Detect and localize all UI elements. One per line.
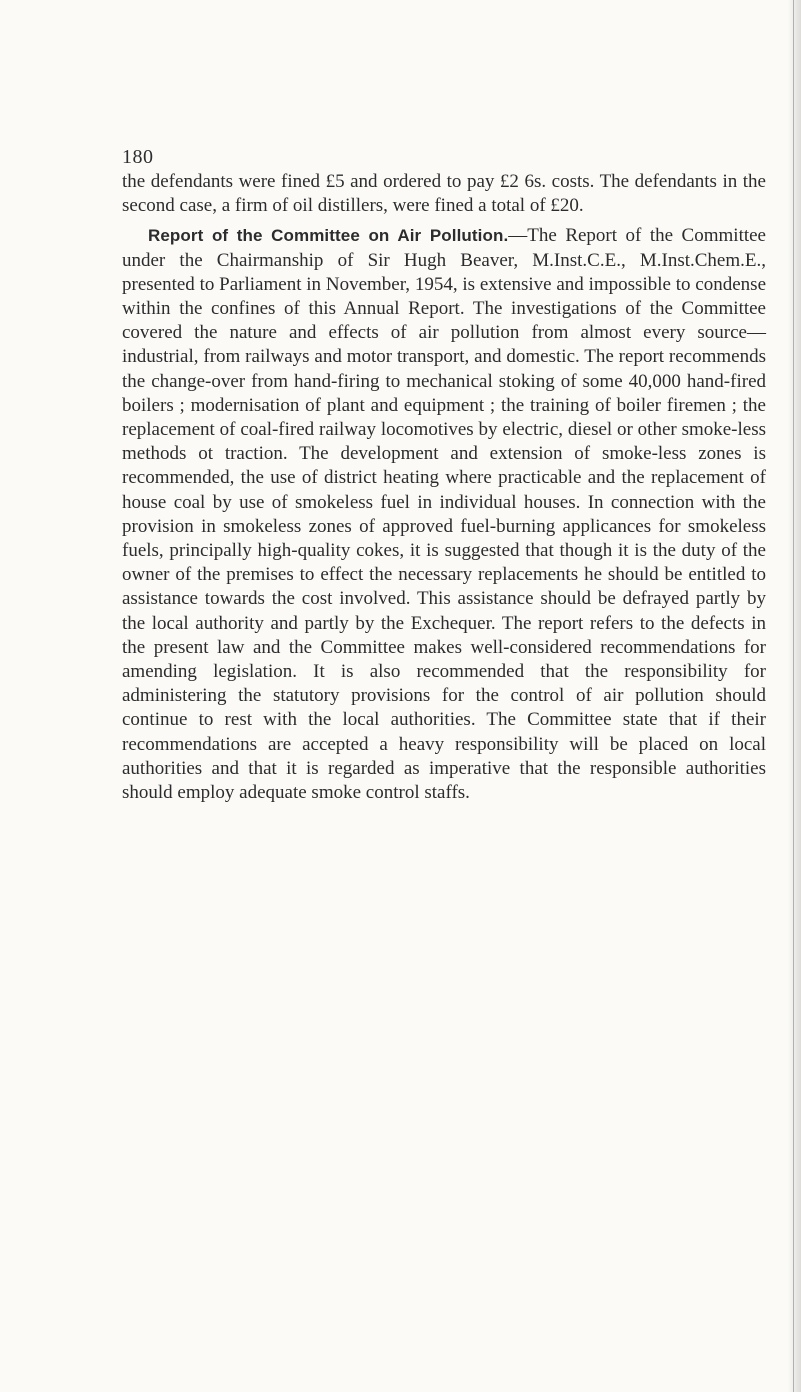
- page-edge-shadow: [787, 0, 801, 1392]
- paragraph-report-committee: [122, 224, 766, 805]
- page-edge-line: [793, 0, 794, 1392]
- page-number: 180: [122, 146, 154, 168]
- paragraph-text: the defendants were fined £5 and ordered to pay £2 6s. costs. The defendants in the second case, a firm of oil distillers, were fined a total of £20.: [122, 171, 766, 217]
- paragraph-continuation: [122, 170, 766, 218]
- paragraph-text: —The Report of the Committee under the Chairmanship of Sir Hugh Beaver, M.Inst.C.E., M.Inst.Chem.E., presented to Parliament in November, 1954, is extensive and impossible to condense within the confines of this Annual Report. The investigations of the Committee covered the nature and effects of air pollution from almost every source— industrial, from railways and motor transport, and domestic. The report recommends the change-over from hand-firing to mechanical stoking of some 40,000 hand-fired boilers ; modernisation of plant and equipment ; the training of boiler firemen ; the replacement of coal-fired railway locomotives by electric, diesel or other smoke-less methods ot traction. The development and extension of smoke-less zones is recommended, the use of district heating where practicable and the replacement of house coal by use of smokeless fuel in individual houses. In connection with the provision in smokeless zones of approved fuel-burning applicances for smokeless fuels, principally high-quality cokes, it is suggested that though it is the duty of the owner of the premises to effect the necessary replacements he should be entitled to assistance towards the cost involved. This assistance should be defrayed partly by the local authority and partly by the Exchequer. The report refers to the defects in the present law and the Committee makes well-considered recommendations for amending legislation. It is also recommended that the responsibility for administering the statutory provisions for the control of air pollution should continue to rest with the local authorities. The Committee state that if their recommendations are accepted a heavy responsibility will be placed on local authorities and that it is regarded as imperative that the responsible authorities should employ adequate smoke control staffs.: [122, 225, 766, 804]
- section-heading: Report of the Committee on Air Pollution.: [148, 226, 509, 246]
- body-text: [122, 170, 766, 811]
